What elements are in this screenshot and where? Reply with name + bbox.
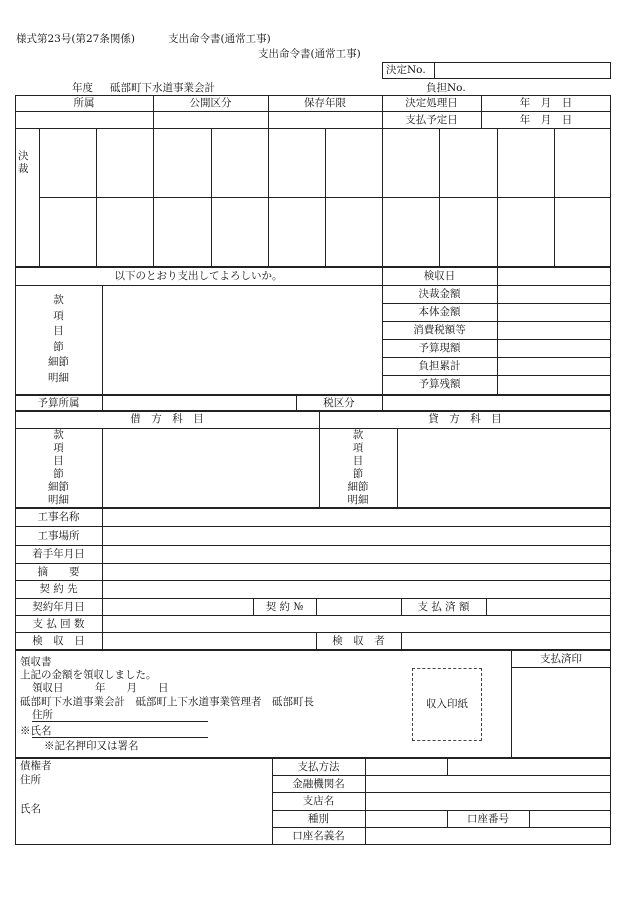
- budget-item-1: 項: [53, 310, 64, 322]
- debit-item-0: 款: [53, 429, 64, 441]
- credit-item-0: 款: [352, 429, 364, 441]
- account-number-label: 口座番号: [467, 813, 509, 825]
- debit-item-1: 項: [53, 442, 64, 454]
- amount-label-0: 検収日: [423, 270, 456, 282]
- revenue-stamp-label: 収入印紙: [426, 698, 468, 710]
- burden-no-label: 負担No.: [426, 82, 466, 94]
- work-label-4: 契 約 先: [39, 583, 78, 595]
- amount-label-5: 負担累計: [418, 360, 461, 372]
- creditor-name-label: 氏名: [20, 803, 41, 815]
- amount-label-6: 予算残額: [418, 378, 461, 390]
- work-label-1: 工事場所: [37, 530, 80, 542]
- keiyaku-date-label: 契約年月日: [32, 601, 85, 613]
- shiharai-kaisu-label: 支 払 回 数: [32, 618, 85, 630]
- work-table: [15, 508, 611, 650]
- credit-item-3: 節: [352, 468, 364, 480]
- kokai-label: 公開区分: [189, 97, 232, 109]
- work-label-3: 摘 要: [37, 566, 80, 578]
- credit-item-5: 明細: [347, 494, 369, 506]
- amount-label-1: 決裁金額: [418, 288, 461, 300]
- amount-label-2: 本体金額: [418, 306, 461, 318]
- kettei-date-label: 決定処理日: [405, 97, 458, 109]
- shiharai-date-value: 年 月 日: [519, 114, 573, 126]
- budget-item-0: 款: [53, 294, 64, 306]
- branch-name-label: 支店名: [302, 795, 335, 807]
- budget-item-2: 目: [53, 325, 64, 337]
- page-title: 支出命令書(通常工事): [258, 48, 361, 60]
- creditor-title: 債権者: [20, 760, 52, 772]
- shozoku-label: 所属: [73, 97, 95, 109]
- receipt-title: 領収書: [20, 656, 52, 668]
- shiharai-zumi-label: 支 払 済 額: [417, 601, 470, 613]
- approval-sentence: 以下のとおり支出してよろしいか。: [114, 270, 283, 282]
- amount-label-3: 消費税額等: [413, 324, 466, 336]
- debit-item-4: 細節: [48, 481, 69, 493]
- work-label-0: 工事名称: [37, 511, 80, 523]
- bank-name-label: 金融機関名: [292, 778, 345, 790]
- budget-item-5: 明細: [48, 372, 69, 384]
- decision-no-label: 決定No.: [386, 64, 426, 76]
- shiharai-date-label: 支払予定日: [405, 114, 458, 126]
- kenshu-sha-label: 検 収 者: [332, 635, 385, 647]
- receipt-org: 砥部町下水道事業会計 砥部町上下水道事業管理者 砥部町長: [20, 696, 314, 708]
- credit-item-1: 項: [352, 442, 364, 454]
- credit-item-2: 目: [352, 455, 364, 467]
- keiyaku-no-label: 契 約 №: [265, 601, 304, 613]
- payment-method-label: 支払方法: [297, 761, 340, 773]
- account-holder-label: 口座名義名: [292, 830, 345, 842]
- form-title-inline: 支出命令書(通常工事): [168, 33, 271, 45]
- debit-item-2: 目: [53, 455, 64, 467]
- receipt-name-label: ※氏名: [20, 725, 52, 737]
- budget-item-4: 細節: [48, 356, 69, 368]
- budget-item-3: 節: [53, 341, 64, 353]
- zei-kubun-label: 税区分: [323, 397, 355, 409]
- receipt-note: ※記名押印又は署名: [44, 740, 139, 752]
- hozon-label: 保存年限: [304, 97, 346, 109]
- form-number: 様式第23号(第27条関係): [16, 33, 135, 45]
- debit-header: 借 方 科 目: [130, 413, 204, 425]
- receipt-text: 上記の金額を領収しました。: [20, 669, 157, 681]
- credit-item-4: 細節: [347, 481, 369, 493]
- work-label-2: 着手年月日: [32, 548, 85, 560]
- paid-stamp-label: 支払済印: [540, 653, 582, 665]
- kettei-date-value: 年 月 日: [519, 97, 573, 109]
- debit-item-5: 明細: [48, 494, 69, 506]
- kenshu-date-label: 検 収 日: [32, 635, 85, 647]
- account-name: 砥部町下水道事業会計: [110, 82, 215, 94]
- account-type-label: 種別: [308, 813, 329, 825]
- kessai-label: 決裁: [18, 150, 29, 175]
- amount-label-4: 予算現額: [418, 342, 461, 354]
- creditor-address-label: 住所: [20, 774, 41, 786]
- yosan-shozoku-label: 予算所属: [37, 397, 80, 409]
- fiscal-year-label: 年度: [72, 82, 93, 94]
- debit-item-3: 節: [53, 468, 64, 480]
- receipt-address-label: 住所: [32, 709, 53, 721]
- receipt-date: 領収日 年 月 日: [32, 682, 169, 694]
- credit-header: 貸 方 科 目: [428, 413, 502, 425]
